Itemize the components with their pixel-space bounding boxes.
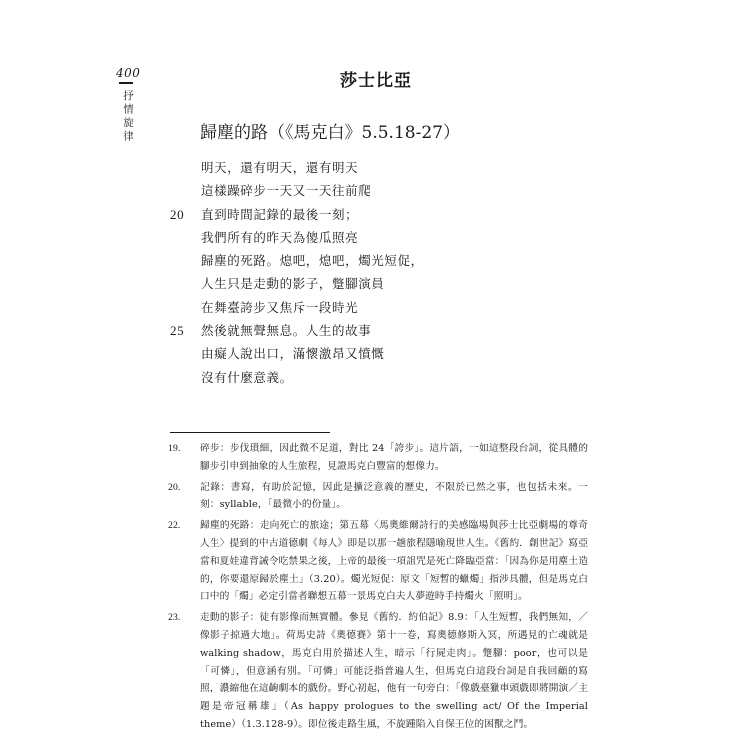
poem-line bbox=[0, 249, 750, 272]
line-text: 在舞臺誇步又焦斥一段時光 bbox=[201, 299, 359, 315]
line-text: 歸塵的死路。熄吧，熄吧，燭光短促， bbox=[201, 253, 424, 269]
page-number-rule bbox=[119, 82, 133, 84]
line-number: 20 bbox=[170, 206, 185, 222]
footnotes bbox=[168, 440, 588, 737]
line-text: 明天，還有明天，還有明天 bbox=[201, 160, 359, 175]
running-head: 莎士比亞 bbox=[340, 71, 412, 91]
poem-line bbox=[0, 319, 750, 342]
footnote-text: 走動的影子：徒有影像而無實體。參見《舊約．約伯記》8.9：「人生短暫，我們無知，／像影子掠過大地」。荷馬史詩《奧德賽》第十一卷，寫奧德修斯入冥，所遇見的亡魂就是 walking shadow，馬克白用於描述人生，暗示「行屍走肉」。蹩腳：poor，也可以是「可憐」，但意涵有別。「可憐」可能泛指普遍人生，但馬克白這段台詞是自我回顧的寫照，濃縮他在這齣劇本的戲份。野心初起，他有一句旁白：「像戲臺獵車頭戲即將開演／主題是帝冠稱雄」（As happy prologues to the swelling act/ Of the Imperial theme）（1.3.128-9）。即位後走路生風，不旋踵陷入自保王位的困獸之鬥。 bbox=[200, 612, 588, 730]
poem-line bbox=[0, 156, 750, 179]
poem-line bbox=[0, 296, 750, 319]
line-text: 我們所有的昨天為傻瓜照亮 bbox=[201, 229, 359, 245]
poem-line bbox=[0, 226, 750, 249]
footnote bbox=[168, 479, 588, 515]
footnote bbox=[168, 440, 588, 476]
footnote-text: 歸塵的死路：走向死亡的旅途；第五幕〈馬奧維爾詩行的美感臨場與莎士比亞劇場的尊奇人生〉提到的中古道德劇《每人》即是以那一趟旅程隱喻現世人生。《舊約．創世記》寫亞當和夏娃違背誡令吃禁果之後，上帝的最後一項詛咒是死亡降臨亞當：「因為你是用塵土造的，你要還原歸於塵土」（3.20）。燭光短促：原文「短暫的蠟燭」指涉具體，但是馬克白口中的「燭」必定引當者聯想五幕一景馬克白夫人夢遊時手持燭火「照明」。 bbox=[200, 520, 588, 603]
poem bbox=[0, 156, 750, 389]
line-text: 人生只是走動的影子，蹩腳演員 bbox=[201, 276, 385, 292]
line-text: 然後就無聲無息。人生的故事 bbox=[201, 323, 372, 339]
footnote-rule bbox=[170, 432, 330, 433]
poem-line bbox=[0, 272, 750, 295]
footnote-number: 22. bbox=[168, 520, 181, 532]
line-text: 直到時間記錄的最後一刻； bbox=[201, 206, 359, 222]
footnote-number: 20. bbox=[168, 481, 181, 493]
footnote-text: 記錄：書寫，有助於記憶，因此是擴泛意義的歷史，不限於已然之事，也包括未來。一刻：syllable，「最微小的份量」。 bbox=[200, 481, 588, 511]
poem-line bbox=[0, 366, 750, 389]
line-text: 沒有什麼意義。 bbox=[201, 369, 293, 385]
footnote bbox=[168, 517, 588, 606]
line-text: 由癡人說出口，滿懷激昂又憤慨 bbox=[201, 346, 385, 362]
footnote bbox=[168, 609, 588, 734]
line-text: 這樣躁碎步一天又一天往前爬 bbox=[201, 183, 372, 199]
page-number: 400 bbox=[116, 66, 141, 80]
footnote-number: 19. bbox=[168, 443, 181, 454]
line-number: 25 bbox=[170, 323, 185, 339]
side-book-title: 抒情旋律 bbox=[122, 90, 134, 144]
section-title: 歸塵的路（《馬克白》5.5.18-27） bbox=[200, 123, 460, 143]
poem-line bbox=[0, 342, 750, 365]
poem-line bbox=[0, 179, 750, 202]
footnote-text: 碎步：步伐瑣細，因此微不足道，對比 24「誇步」。這片語，一如這整段台詞，從具體的腳步引申到抽象的人生旅程，見證馬克白豐富的想像力。 bbox=[200, 443, 588, 472]
poem-line bbox=[0, 203, 750, 226]
footnote-number: 23. bbox=[168, 612, 181, 624]
